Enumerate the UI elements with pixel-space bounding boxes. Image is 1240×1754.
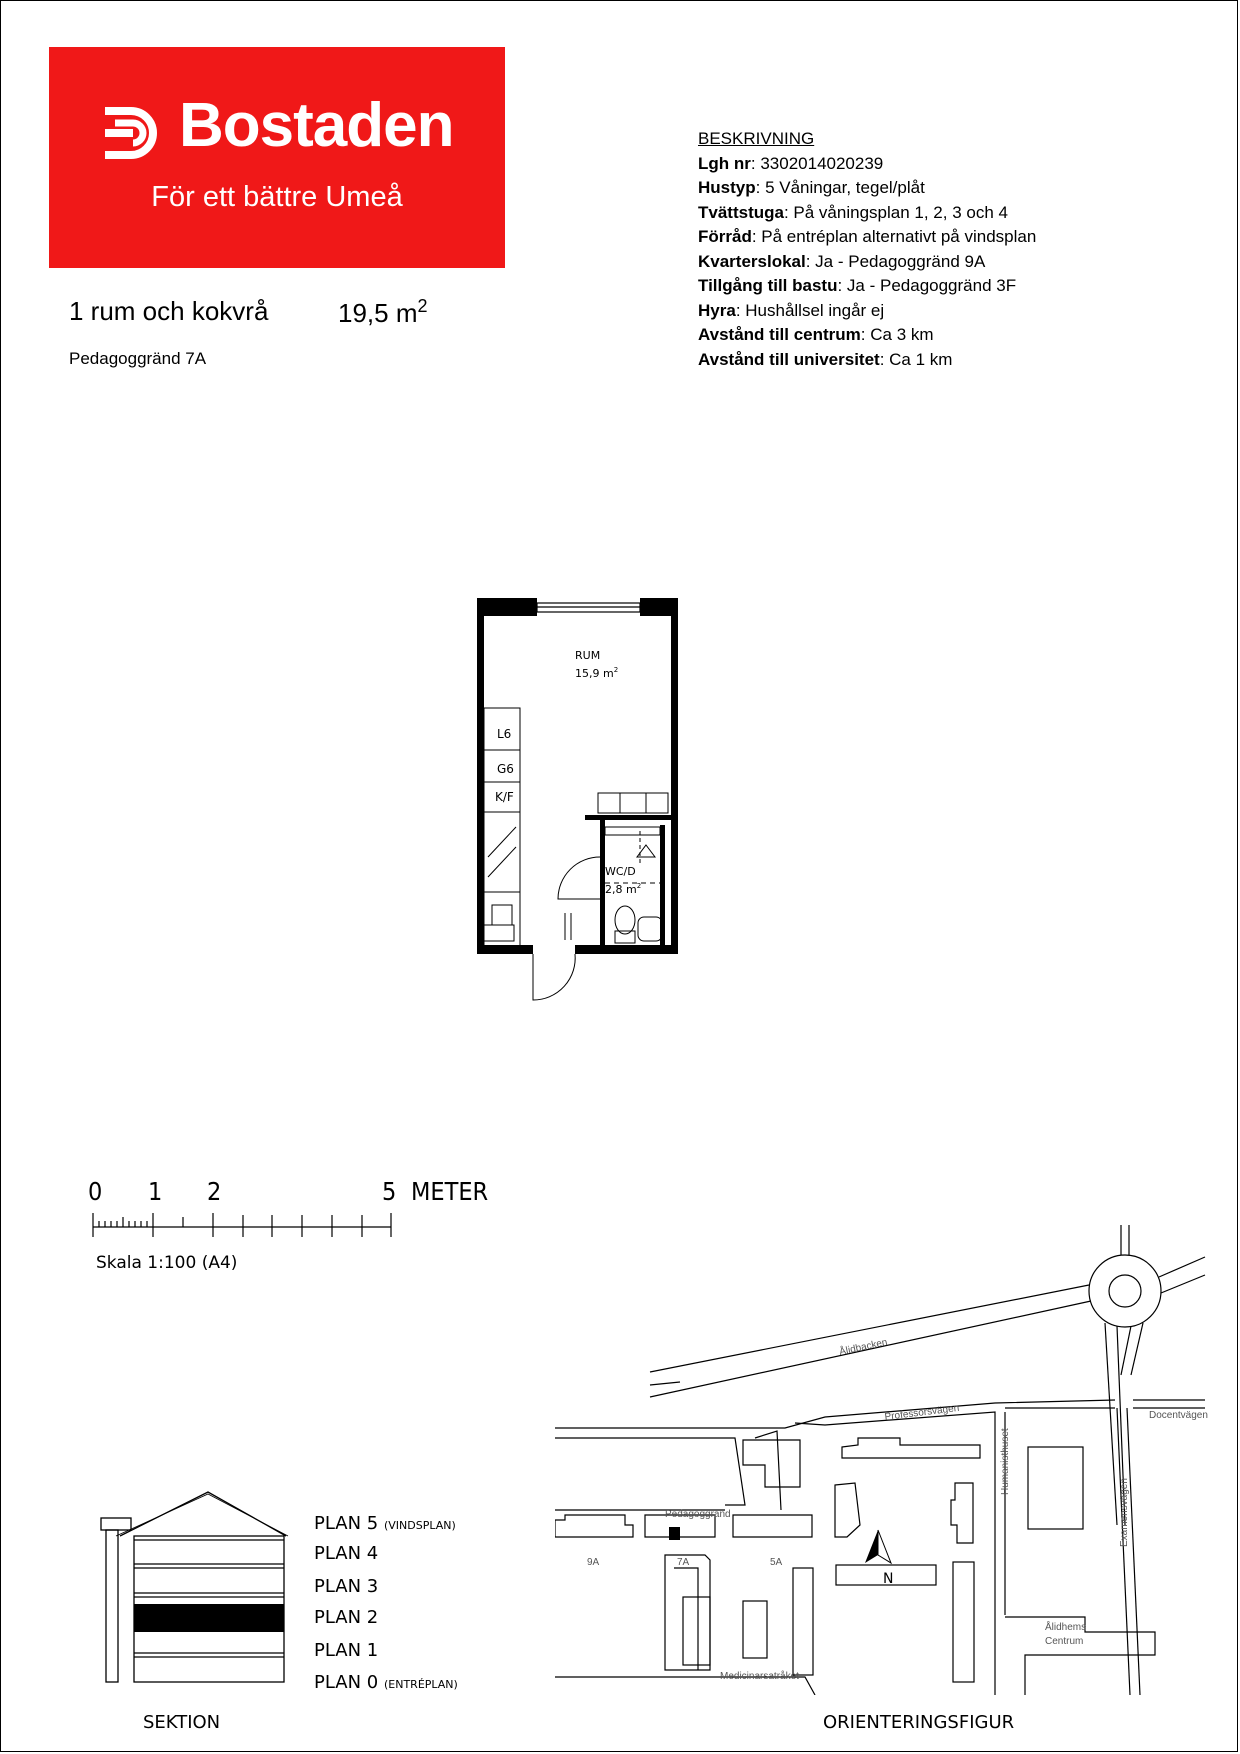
bostaden-logo	[49, 47, 505, 268]
room-area: 15,9 $m^2$	[575, 666, 619, 680]
apartment-marker	[669, 1527, 680, 1540]
highlighted-floor	[134, 1604, 284, 1632]
logo-name: Bostaden	[179, 91, 454, 160]
bath-area: 2,8 $m^2$	[605, 882, 642, 896]
plan-label-4: PLAN 4	[314, 1543, 379, 1564]
apartment-area-sup: 2	[417, 296, 428, 316]
description-row: Avstånd till universitet: Ca 1 km	[698, 349, 953, 369]
apartment-area-value: 19,5 m	[338, 298, 418, 328]
scale-bar	[88, 1213, 398, 1241]
orientation-map	[555, 1225, 1215, 1695]
center-label-2: Centrum	[1045, 1636, 1084, 1647]
apartment-area	[338, 296, 428, 329]
kitchen-label-l6: L6	[497, 727, 512, 741]
scale-2: 2	[207, 1177, 222, 1206]
plan-label-5: PLAN 5 (VINDSPLAN)	[314, 1513, 456, 1534]
street-medicinarsatraket: Medicinarsatråket	[720, 1671, 799, 1682]
description-row: Kvarterslokal: Ja - Pedagoggränd 9A	[698, 251, 986, 271]
apartment-type: 1 rum och kokvrå	[69, 296, 269, 326]
street-alidbacken: Ålidbacken	[838, 1337, 889, 1358]
apartment-address: Pedagoggränd 7A	[69, 349, 207, 368]
building-5a: 5A	[770, 1557, 783, 1568]
logo-tagline: För ett bättre Umeå	[151, 181, 403, 213]
scale-0: 0	[88, 1177, 103, 1206]
street-docentvagen: Docentvägen	[1149, 1410, 1208, 1421]
description-row: Hustyp: 5 Våningar, tegel/plåt	[698, 178, 925, 197]
description-row: Avstånd till centrum: Ca 3 km	[698, 325, 934, 344]
north-arrow-outline	[878, 1530, 891, 1563]
description-block	[698, 127, 1036, 372]
plan-label-2: PLAN 2	[314, 1607, 379, 1628]
description-row: Förråd: På entréplan alternativt på vindsplan	[698, 227, 1037, 246]
north-arrow-icon	[865, 1530, 878, 1563]
center-label-1: Ålidhems	[1045, 1622, 1087, 1633]
room-label: RUM	[575, 649, 601, 662]
street-examensvagen: Examensvägen	[1119, 1478, 1130, 1547]
scale-5: 5	[382, 1177, 397, 1206]
building-7a: 7A	[677, 1557, 690, 1568]
floor-plan	[470, 595, 720, 1005]
street-humanisthuset: Humanisthuset	[1000, 1428, 1011, 1495]
bostaden-mark-icon	[101, 107, 167, 165]
section-title: SEKTION	[143, 1712, 221, 1733]
orientation-title: ORIENTERINGSFIGUR	[823, 1712, 1015, 1733]
section-drawing	[98, 1488, 298, 1698]
scale-1: 1	[148, 1177, 163, 1206]
kitchen-label-g6: G6	[497, 762, 514, 776]
plan-label-3: PLAN 3	[314, 1576, 379, 1597]
building-9a: 9A	[587, 1557, 600, 1568]
description-row: Hyra: Hushållsel ingår ej	[698, 300, 885, 320]
description-row: Lgh nr: 3302014020239	[698, 153, 884, 173]
plan-label-1: PLAN 1	[314, 1640, 379, 1661]
scale-unit: METER	[411, 1177, 489, 1206]
street-professorsvagen: Professorsvägen	[884, 1402, 960, 1423]
north-label: N	[883, 1571, 894, 1587]
plan-label-0: PLAN 0 (ENTRÉPLAN)	[314, 1672, 458, 1693]
description-row: Tvättstuga: På våningsplan 1, 2, 3 och 4	[698, 202, 1008, 222]
description-title: BESKRIVNING	[698, 129, 815, 148]
description-row: Tillgång till bastu: Ja - Pedagoggränd 3F	[698, 276, 1017, 295]
bath-label: WC/D	[605, 865, 636, 878]
scale-caption: Skala 1:100 (A4)	[96, 1253, 238, 1273]
street-pedagoggrand: Pedagoggränd	[665, 1509, 731, 1520]
kitchen-label-kf: K/F	[495, 790, 514, 804]
